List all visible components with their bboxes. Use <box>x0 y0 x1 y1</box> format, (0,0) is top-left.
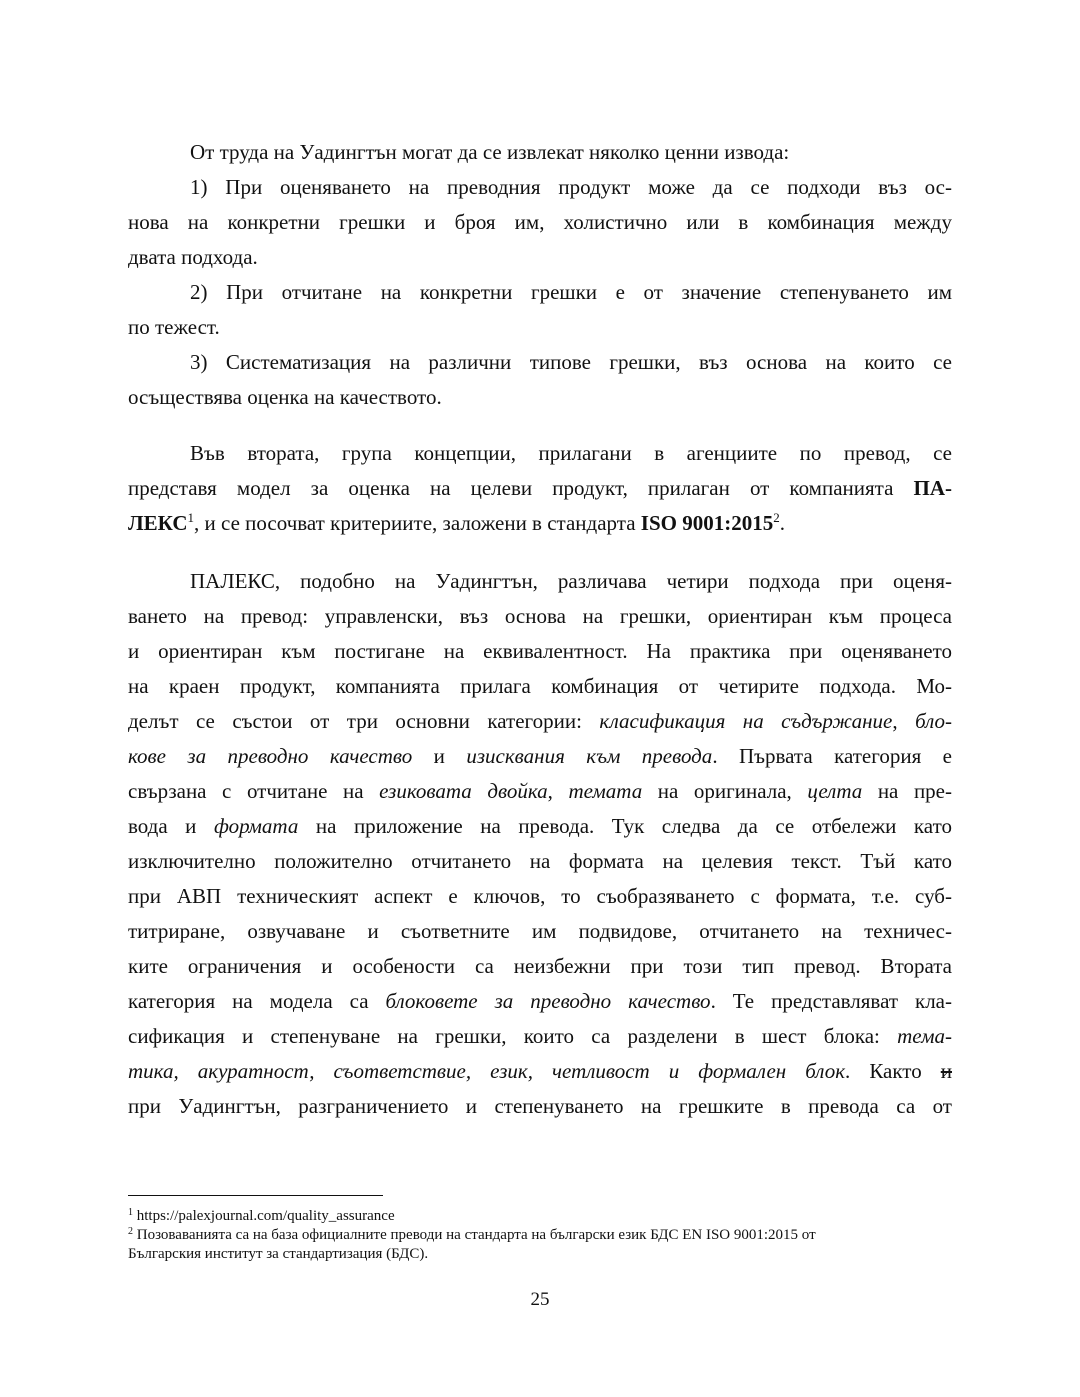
paragraph-line: ПАЛЕКС, подобно на Уадингтън, различава четири подхода при оценя- <box>190 569 952 593</box>
footnote-separator <box>128 1195 383 1196</box>
footnote-ref-1[interactable]: 1 <box>187 510 195 525</box>
paragraph-line: изключително положително отчитането на формата на целевия текст. Тъй като <box>128 849 952 873</box>
palex-model-paragraph <box>128 564 952 1124</box>
paragraph-line: От труда на Уадингтън могат да се извлекат няколко ценни извода: <box>190 140 790 164</box>
list-item-1-end: двата подхода. <box>128 245 258 269</box>
footnote-2: $^2$ Позоваванията са на база официалните преводи на стандарта на български език БДС EN ISO 9001:2015 от <box>128 1226 816 1243</box>
list-item-3: 3) Систематизация на различни типове грешки, въз основа на които се <box>190 350 952 374</box>
list-item-2: 2) При отчитане на конкретни грешки е от значение степенуването им <box>190 280 952 304</box>
struck-word: и <box>940 1059 952 1083</box>
footnote-link[interactable]: https://palexjournal.com/quality_assurance <box>133 1208 395 1224</box>
paragraph-line: делът се състои от три основни категории: класификация на съдържание, бло- <box>128 709 953 733</box>
list-item-1-cont: нова на конкретни грешки и броя им, холистично или в комбинация между <box>128 210 952 234</box>
paragraph-line: титриране, озвучаване и съответните им подвидове, отчитането на техничес- <box>128 919 952 943</box>
footnote-ref-2[interactable]: 2 <box>773 510 780 525</box>
list-item-3-end: осъществява оценка на качеството. <box>128 385 442 409</box>
paragraph-line: при Уадингтън, разграничението и степенуването на грешките в превода са от <box>128 1094 952 1118</box>
page-number: 25 <box>530 1289 550 1310</box>
paragraph-line: ването на превод: управленски, въз основа на грешки, ориентиран към процеса <box>128 604 952 628</box>
paragraph-line: кове за преводно качество и изисквания към превода. Първата категория е <box>128 744 952 768</box>
paragraph-line: категория на модела са блоковете за преводно качество. Те представляват кла- <box>128 989 952 1013</box>
paragraph-line: тика, акуратност, съответствие, език, четливост и формален блок. Както и <box>128 1059 952 1083</box>
paragraph-line: Във втората, група концепции, прилагани в агенциите по превод, се <box>190 441 952 465</box>
paragraph-line: вода и формата на приложение на превода. Тук следва да се отбележи като <box>128 814 952 838</box>
list-item-2-end: по тежест. <box>128 315 220 339</box>
paragraph-line: ките ограничения и особености са неизбежни при този тип превод. Втората <box>128 954 952 978</box>
footnotes <box>128 1207 952 1264</box>
paragraph-line: на краен продукт, компанията прилага комбинация от четирите подхода. Мо- <box>128 674 952 698</box>
paragraph-line: свързана с отчитане на езиковата двойка, темата на оригинала, целта на пре- <box>128 779 952 803</box>
paragraph-line: и ориентиран към постигане на еквивалентност. На практика при оценяването <box>128 639 952 663</box>
conclusions-block <box>128 135 952 415</box>
footnote-1: $^1$ https://palexjournal.com/quality_assurance <box>128 1207 395 1224</box>
palex-intro-paragraph <box>128 436 952 541</box>
footnote-2-cont: Българския институт за стандартизация (БДС). <box>128 1246 429 1262</box>
list-item-1: 1) При оценяването на преводния продукт може да се подходи въз ос- <box>190 175 952 199</box>
paragraph-line: представя модел за оценка на целеви продукт, прилаган от компанията ПА- <box>128 476 952 500</box>
paragraph-line: ЛЕКС$^1$, и се посочват критериите, заложени в стандарта ISO 9001:2015$^2$. <box>128 510 785 535</box>
paragraph-line: сификация и степенуване на грешки, които са разделени в шест блока: тема- <box>128 1024 952 1048</box>
paragraph-line: при АВП техническият аспект е ключов, то съобразяването с формата, т.е. суб- <box>128 884 952 908</box>
